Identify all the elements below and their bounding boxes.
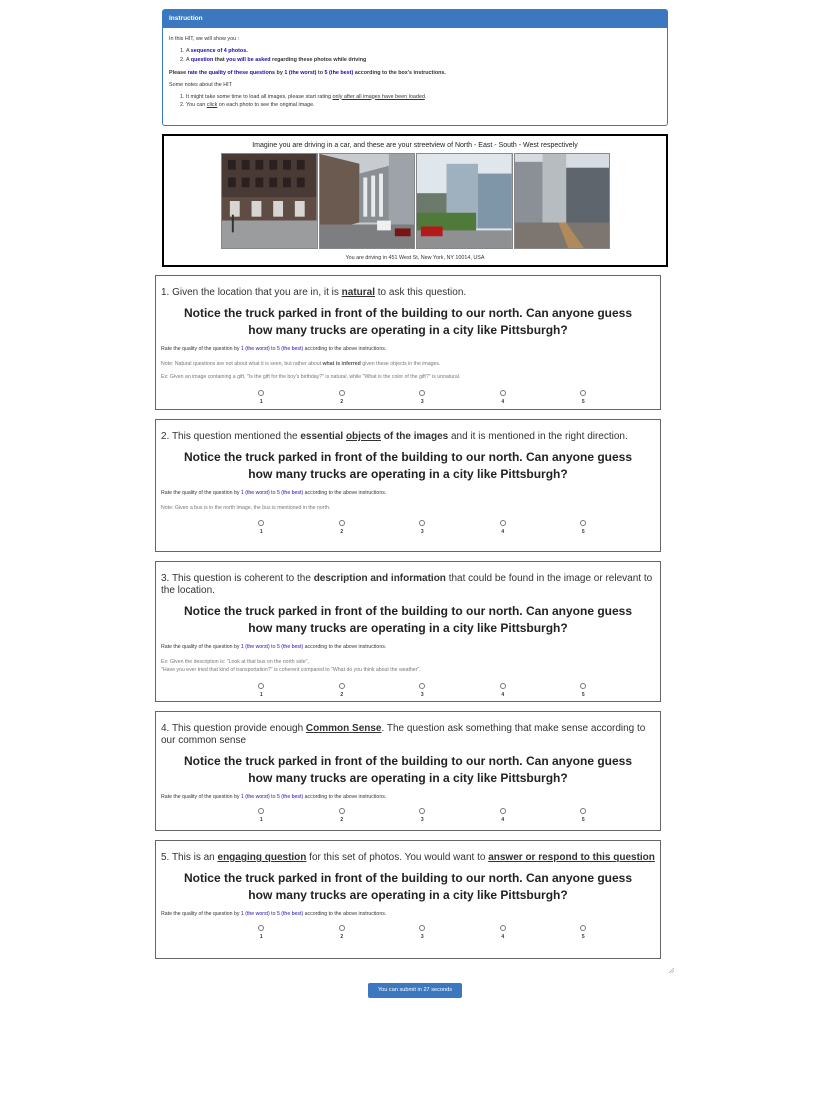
rating-group-4: [161, 808, 655, 824]
question-text-2: Notice the truck parked in front of the building to our north. Can anyone guess how many trucks are operating in a city like Pittsburgh?: [183, 450, 633, 481]
photo-east[interactable]: [319, 153, 416, 249]
streetview-photos: [221, 153, 610, 249]
rating-option-3[interactable]: 3: [382, 808, 463, 824]
radio-icon[interactable]: [419, 808, 425, 814]
radio-icon[interactable]: [339, 390, 345, 396]
rating-option-3[interactable]: 3: [382, 390, 463, 406]
rating-option-1[interactable]: 1: [221, 925, 302, 941]
radio-icon[interactable]: [258, 808, 264, 814]
notes-list: [169, 93, 661, 111]
rating-option-1[interactable]: 1: [221, 683, 302, 699]
photo-west[interactable]: [514, 153, 611, 249]
streetview-caption: Imagine you are driving in a car, and these are your streetview of North - East - South - West respectively: [252, 142, 578, 149]
rating-option-2[interactable]: 2: [302, 925, 383, 941]
radio-icon[interactable]: [419, 520, 425, 526]
radio-icon[interactable]: [580, 520, 586, 526]
rating-option-4[interactable]: 4: [463, 808, 544, 824]
instruction-list: [169, 47, 661, 65]
rate-line-4: Rate the quality of the question by 1 (the worst) to 5 (the best) according to the above instructions.: [161, 794, 387, 801]
rating-option-5[interactable]: 5: [543, 390, 624, 406]
rating-group-5: [161, 925, 655, 941]
rating-option-1[interactable]: 1: [221, 808, 302, 824]
note-3b: "Have you ever tried that kind of transportation?" is coherent compared to "What do you think about the weather".: [161, 667, 421, 674]
streetview-panel: [162, 134, 668, 267]
rate-line-5: Rate the quality of the question by 1 (the worst) to 5 (the best) according to the above instructions.: [161, 911, 387, 918]
note-3a: Ex: Given the description is: "Look at that bus on the north side",: [161, 659, 309, 666]
rating-group-2: [161, 520, 655, 536]
criterion-title-3: 3. This question is coherent to the description and information that could be found in the image or relevant to the location.: [161, 573, 653, 596]
question-card-4: [155, 711, 661, 831]
note-1a: Note: Natural questions are not about what it is seen, but rather about what is inferred given these objects in the images.: [161, 361, 441, 368]
instruction-item-1: 1. A sequence of 4 photos.: [186, 47, 661, 56]
note-2a: Note: Given a bus is in the north image, the bus is mentioned in the north.: [161, 505, 331, 512]
photo-north[interactable]: [221, 153, 318, 249]
rating-option-2[interactable]: 2: [302, 683, 383, 699]
criterion-title-2: 2. This question mentioned the essential objects of the images and it is mentioned in the right direction.: [161, 431, 628, 442]
radio-icon[interactable]: [419, 925, 425, 931]
radio-icon[interactable]: [258, 390, 264, 396]
question-text-4: Notice the truck parked in front of the building to our north. Can anyone guess how many trucks are operating in a city like Pittsburgh?: [183, 754, 633, 785]
radio-icon[interactable]: [419, 683, 425, 689]
radio-icon[interactable]: [500, 520, 506, 526]
rating-group-3: [161, 683, 655, 699]
instruction-header: Instruction: [163, 10, 667, 28]
instruction-item-2: 2. A question that you will be asked regarding these photos while driving: [186, 56, 661, 65]
question-card-1: [155, 275, 661, 410]
rating-option-4[interactable]: 4: [463, 925, 544, 941]
rating-option-5[interactable]: 5: [543, 520, 624, 536]
photo-south[interactable]: [416, 153, 513, 249]
radio-icon[interactable]: [258, 683, 264, 689]
instruction-rate: Please rate the quality of these questions by 1 (the worst) to 5 (the best) according to the box's instructions.: [169, 69, 446, 76]
rating-option-2[interactable]: 2: [302, 520, 383, 536]
question-text-1: Notice the truck parked in front of the building to our north. Can anyone guess how many trucks are operating in a city like Pittsburgh?: [183, 306, 633, 337]
note-item-1: 1. It might take some time to load all images, please start rating only after all images have been loaded.: [186, 93, 661, 102]
radio-icon[interactable]: [339, 925, 345, 931]
submit-button[interactable]: You can submit in 27 seconds: [368, 983, 462, 998]
radio-icon[interactable]: [339, 808, 345, 814]
radio-icon[interactable]: [500, 925, 506, 931]
question-card-3: [155, 561, 661, 702]
rating-option-5[interactable]: 5: [543, 683, 624, 699]
radio-icon[interactable]: [580, 808, 586, 814]
rating-option-3[interactable]: 3: [382, 683, 463, 699]
radio-icon[interactable]: [500, 683, 506, 689]
radio-icon[interactable]: [580, 925, 586, 931]
rating-option-2[interactable]: 2: [302, 390, 383, 406]
radio-icon[interactable]: [258, 520, 264, 526]
criterion-title-5: 5. This is an engaging question for this set of photos. You would want to answer or respond to this question: [161, 852, 655, 863]
rating-group-1: [161, 390, 655, 406]
radio-icon[interactable]: [339, 520, 345, 526]
rating-option-3[interactable]: 3: [382, 925, 463, 941]
question-text-5: Notice the truck parked in front of the building to our north. Can anyone guess how many trucks are operating in a city like Pittsburgh?: [183, 871, 633, 902]
note-1b: Ex: Given an image containing a gift, "Is the gift for the boy's birthday?" is natural, while "What is the color of the gift?" is unnatural.: [161, 374, 461, 381]
radio-icon[interactable]: [580, 683, 586, 689]
radio-icon[interactable]: [339, 683, 345, 689]
rating-option-2[interactable]: 2: [302, 808, 383, 824]
radio-icon[interactable]: [580, 390, 586, 396]
radio-icon[interactable]: [258, 925, 264, 931]
rating-option-1[interactable]: 1: [221, 520, 302, 536]
rating-option-5[interactable]: 5: [543, 925, 624, 941]
rating-option-5[interactable]: 5: [543, 808, 624, 824]
question-card-2: [155, 419, 661, 552]
rate-line-1: Rate the quality of the question by 1 (the worst) to 5 (the best) according to the above instructions.: [161, 346, 387, 353]
note-item-2: 2. You can click on each photo to see the original image.: [186, 101, 661, 110]
radio-icon[interactable]: [500, 808, 506, 814]
rating-option-4[interactable]: 4: [463, 520, 544, 536]
instruction-panel: [162, 9, 668, 126]
criterion-title-4: 4. This question provide enough Common Sense. The question ask something that make sense according to our common sense: [161, 723, 646, 746]
rating-option-3[interactable]: 3: [382, 520, 463, 536]
question-card-5: [155, 840, 661, 959]
resize-grip-icon[interactable]: [668, 967, 674, 973]
rating-option-4[interactable]: 4: [463, 683, 544, 699]
streetview-location: You are driving in 451 West St, New York, NY 10014, USA: [345, 255, 485, 261]
radio-icon[interactable]: [500, 390, 506, 396]
criterion-title-1: 1. Given the location that you are in, it is natural to ask this question.: [161, 287, 467, 298]
instruction-body: [163, 28, 667, 121]
rating-option-1[interactable]: 1: [221, 390, 302, 406]
instruction-intro: In this HIT, we will show you :: [169, 36, 240, 42]
notes-label: Some notes about the HIT: [169, 81, 232, 88]
rating-option-4[interactable]: 4: [463, 390, 544, 406]
question-text-3: Notice the truck parked in front of the building to our north. Can anyone guess how many trucks are operating in a city like Pittsburgh?: [183, 604, 633, 635]
rate-line-3: Rate the quality of the question by 1 (the worst) to 5 (the best) according to the above instructions.: [161, 644, 387, 651]
radio-icon[interactable]: [419, 390, 425, 396]
rate-line-2: Rate the quality of the question by 1 (the worst) to 5 (the best) according to the above instructions.: [161, 490, 387, 497]
